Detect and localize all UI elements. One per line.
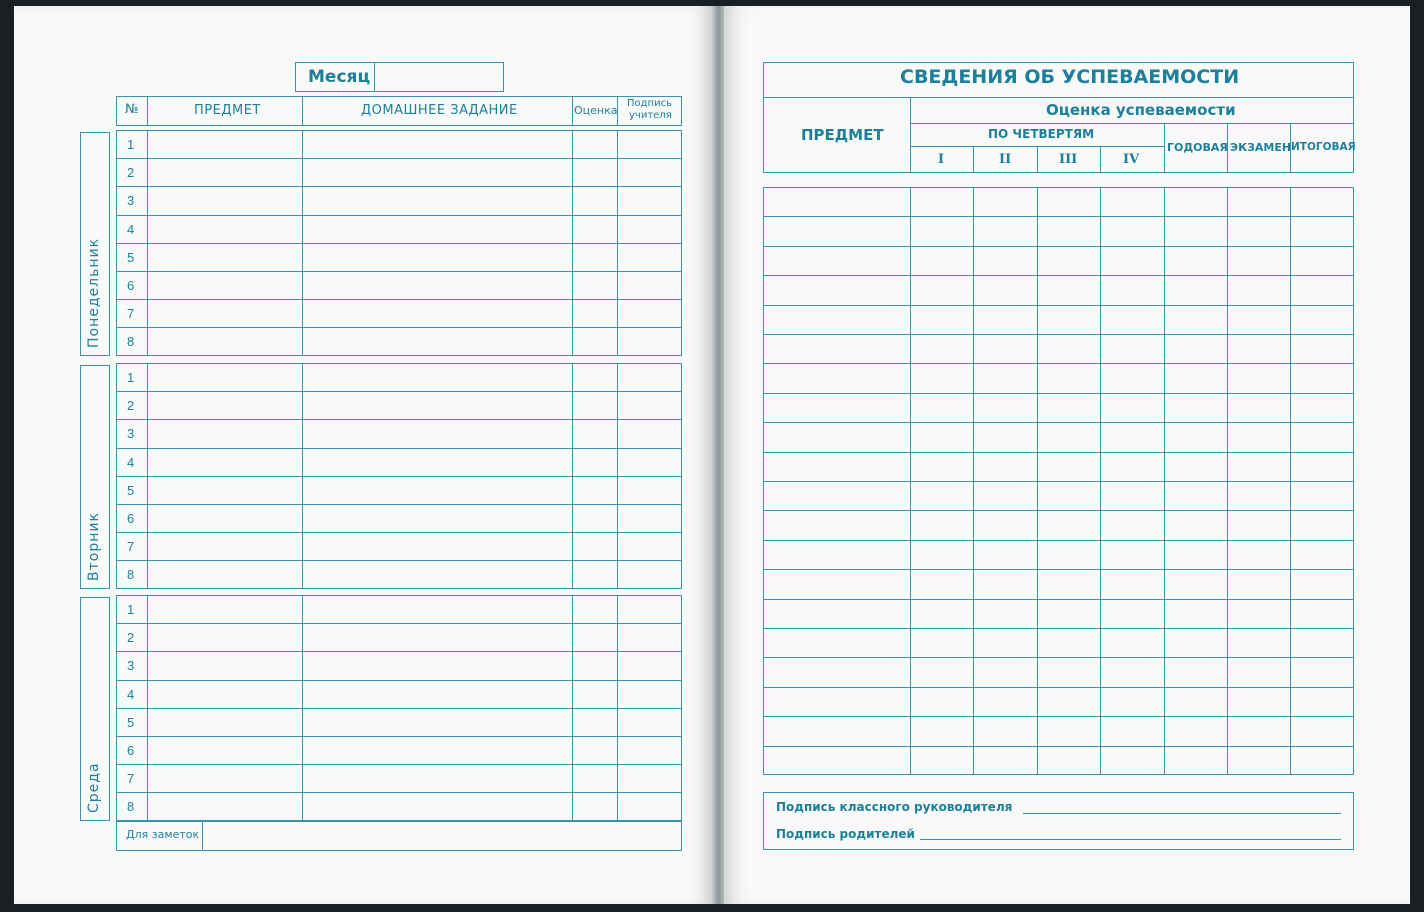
quarter-1: I	[938, 152, 945, 167]
homework-row[interactable]	[148, 792, 681, 820]
homework-row[interactable]	[148, 158, 681, 186]
row-number: 3	[127, 193, 135, 209]
row-number: 4	[127, 454, 135, 470]
homework-row[interactable]	[148, 243, 681, 271]
row-number: 7	[127, 771, 135, 787]
grades-row[interactable]	[764, 363, 1353, 392]
homework-row[interactable]	[148, 532, 681, 560]
row-number: 4	[127, 221, 135, 237]
exam-header: ЭКЗАМЕН	[1230, 141, 1292, 154]
row-number: 2	[127, 630, 135, 646]
header-grade: Оценка	[574, 104, 618, 117]
row-number: 6	[127, 278, 135, 293]
homework-row[interactable]	[148, 130, 681, 158]
grades-row[interactable]	[764, 187, 1353, 216]
header-signature-line1: Подпись	[627, 98, 672, 109]
row-number: 8	[127, 799, 135, 815]
header-homework: ДОМАШНЕЕ ЗАДАНИЕ	[361, 103, 518, 118]
quarters-header: ПО ЧЕТВЕРТЯМ	[988, 127, 1095, 141]
day-label: Вторник	[86, 511, 102, 581]
row-number: 7	[127, 539, 135, 555]
homework-row[interactable]	[148, 299, 681, 327]
homework-row[interactable]	[148, 186, 681, 214]
grades-row[interactable]	[764, 305, 1353, 334]
homework-row[interactable]	[148, 363, 681, 391]
row-number: 3	[127, 658, 135, 674]
homework-row[interactable]	[148, 623, 681, 651]
row-number: 5	[127, 714, 135, 730]
row-number: 2	[127, 165, 135, 181]
performance-title: СВЕДЕНИЯ ОБ УСПЕВАЕМОСТИ	[900, 66, 1240, 88]
row-number: 2	[127, 398, 135, 414]
notes-label: Для заметок	[126, 828, 200, 841]
grades-row[interactable]	[764, 393, 1353, 422]
sig-parents-line[interactable]	[920, 839, 1341, 840]
row-number: 5	[127, 249, 135, 265]
grades-row[interactable]	[764, 246, 1353, 275]
row-number: 1	[127, 370, 135, 385]
homework-row[interactable]	[148, 680, 681, 708]
grades-row[interactable]	[764, 540, 1353, 569]
grades-row[interactable]	[764, 746, 1353, 775]
grades-row[interactable]	[764, 510, 1353, 539]
row-number: 1	[127, 602, 135, 617]
quarter-2: II	[999, 152, 1012, 167]
row-number: 3	[127, 426, 135, 442]
homework-row[interactable]	[148, 764, 681, 792]
final-header: ИТОГОВАЯ	[1291, 141, 1356, 153]
grades-row[interactable]	[764, 716, 1353, 745]
row-number: 4	[127, 686, 135, 702]
quarter-3: III	[1059, 152, 1078, 167]
row-number: 7	[127, 306, 135, 322]
sig-teacher-label: Подпись классного руководителя	[776, 800, 1013, 814]
grades-row[interactable]	[764, 334, 1353, 363]
grades-row[interactable]	[764, 657, 1353, 686]
homework-row[interactable]	[148, 419, 681, 447]
sig-teacher-line[interactable]	[1023, 813, 1341, 814]
month-label: Месяц	[308, 67, 371, 87]
homework-row[interactable]	[148, 448, 681, 476]
homework-row[interactable]	[148, 595, 681, 623]
grades-header: Оценка успеваемости	[1046, 101, 1236, 119]
header-subject: ПРЕДМЕТ	[194, 103, 261, 118]
row-number: 6	[127, 743, 135, 758]
grades-row[interactable]	[764, 569, 1353, 598]
row-number: 1	[127, 137, 135, 152]
day-label: Среда	[86, 762, 102, 813]
sig-parents-label: Подпись родителей	[776, 827, 915, 841]
grades-row[interactable]	[764, 216, 1353, 245]
row-number: 5	[127, 482, 135, 498]
subject-header: ПРЕДМЕТ	[801, 126, 884, 144]
month-label-box	[295, 62, 375, 92]
day-label: Понедельник	[86, 237, 102, 348]
homework-row[interactable]	[148, 504, 681, 532]
annual-header: ГОДОВАЯ	[1167, 141, 1228, 154]
quarter-4: IV	[1123, 152, 1140, 167]
homework-row[interactable]	[148, 271, 681, 299]
grades-row[interactable]	[764, 599, 1353, 628]
grades-row[interactable]	[764, 422, 1353, 451]
homework-row[interactable]	[148, 391, 681, 419]
grades-row[interactable]	[764, 452, 1353, 481]
month-input[interactable]	[374, 62, 504, 92]
header-num: №	[125, 102, 139, 117]
header-signature-line2: учителя	[629, 110, 672, 121]
notes-field[interactable]	[204, 823, 680, 849]
homework-row[interactable]	[148, 215, 681, 243]
grades-row[interactable]	[764, 687, 1353, 716]
homework-row[interactable]	[148, 736, 681, 764]
homework-row[interactable]	[148, 476, 681, 504]
homework-row[interactable]	[148, 560, 681, 588]
homework-row[interactable]	[148, 651, 681, 679]
homework-row[interactable]	[148, 327, 681, 355]
row-number: 8	[127, 567, 135, 583]
grades-row[interactable]	[764, 275, 1353, 304]
grades-row[interactable]	[764, 628, 1353, 657]
grades-row[interactable]	[764, 481, 1353, 510]
homework-row[interactable]	[148, 708, 681, 736]
row-number: 6	[127, 511, 135, 526]
row-number: 8	[127, 334, 135, 350]
